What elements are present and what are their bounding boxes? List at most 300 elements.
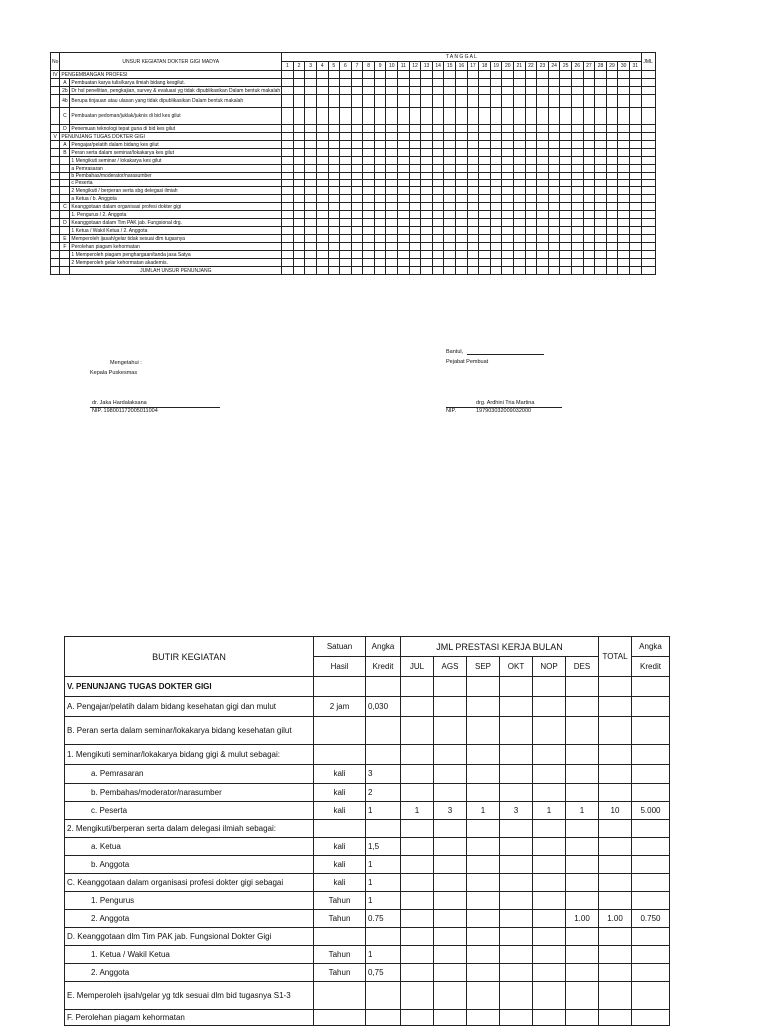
total-cell[interactable] (599, 765, 632, 784)
day-cell[interactable] (328, 187, 340, 195)
day-cell[interactable] (328, 71, 340, 79)
day-cell[interactable] (340, 125, 352, 133)
day-cell[interactable] (340, 235, 352, 243)
day-cell[interactable] (618, 267, 630, 275)
day-cell[interactable] (363, 219, 375, 227)
day-cell[interactable] (537, 243, 549, 251)
day-cell[interactable] (340, 95, 352, 108)
day-cell[interactable] (595, 141, 607, 149)
day-cell[interactable] (398, 259, 410, 267)
day-cell[interactable] (398, 95, 410, 108)
month-value-cell[interactable] (566, 1010, 599, 1026)
day-cell[interactable] (618, 180, 630, 187)
day-cell[interactable] (351, 165, 363, 173)
day-cell[interactable] (398, 125, 410, 133)
day-cell[interactable] (490, 227, 502, 235)
day-cell[interactable] (456, 203, 468, 211)
month-value-cell[interactable] (467, 1010, 500, 1026)
month-value-cell[interactable] (401, 874, 434, 892)
day-cell[interactable] (305, 165, 317, 173)
day-cell[interactable] (316, 149, 328, 157)
day-cell[interactable] (363, 79, 375, 87)
day-cell[interactable] (305, 187, 317, 195)
day-cell[interactable] (282, 133, 294, 141)
day-cell[interactable] (514, 180, 526, 187)
angka-kredit-cell[interactable] (632, 892, 670, 910)
month-value-cell[interactable] (467, 892, 500, 910)
day-cell[interactable] (421, 195, 433, 203)
day-cell[interactable] (432, 227, 444, 235)
month-value-cell[interactable] (500, 910, 533, 928)
day-cell[interactable] (409, 141, 421, 149)
day-cell[interactable] (351, 267, 363, 275)
month-value-cell[interactable]: 1 (401, 802, 434, 820)
month-value-cell[interactable] (434, 892, 467, 910)
day-cell[interactable] (293, 165, 305, 173)
day-cell[interactable] (432, 133, 444, 141)
day-cell[interactable] (548, 219, 560, 227)
day-cell[interactable] (583, 259, 595, 267)
day-cell[interactable] (432, 180, 444, 187)
month-value-cell[interactable] (533, 677, 566, 697)
day-cell[interactable] (456, 79, 468, 87)
month-value-cell[interactable] (533, 1010, 566, 1026)
day-cell[interactable] (629, 203, 641, 211)
day-cell[interactable] (444, 227, 456, 235)
day-cell[interactable] (514, 195, 526, 203)
day-cell[interactable] (548, 180, 560, 187)
day-cell[interactable] (467, 227, 479, 235)
day-cell[interactable] (571, 243, 583, 251)
day-cell[interactable] (374, 180, 386, 187)
day-cell[interactable] (409, 235, 421, 243)
day-cell[interactable] (444, 149, 456, 157)
day-cell[interactable] (490, 203, 502, 211)
day-cell[interactable] (328, 227, 340, 235)
day-cell[interactable] (525, 108, 537, 125)
day-cell[interactable] (571, 187, 583, 195)
day-cell[interactable] (467, 243, 479, 251)
day-cell[interactable] (618, 79, 630, 87)
day-cell[interactable] (467, 157, 479, 165)
day-cell[interactable] (444, 141, 456, 149)
angka-kredit-cell[interactable] (632, 697, 670, 717)
day-cell[interactable] (305, 149, 317, 157)
day-cell[interactable] (398, 149, 410, 157)
angka-kredit-cell[interactable] (632, 820, 670, 838)
day-cell[interactable] (595, 243, 607, 251)
day-cell[interactable] (618, 71, 630, 79)
day-cell[interactable] (583, 157, 595, 165)
day-cell[interactable] (340, 71, 352, 79)
day-cell[interactable] (432, 195, 444, 203)
day-cell[interactable] (456, 227, 468, 235)
day-cell[interactable] (583, 187, 595, 195)
day-cell[interactable] (525, 133, 537, 141)
day-cell[interactable] (340, 219, 352, 227)
day-cell[interactable] (293, 149, 305, 157)
day-cell[interactable] (571, 157, 583, 165)
day-cell[interactable] (537, 219, 549, 227)
day-cell[interactable] (386, 125, 398, 133)
day-cell[interactable] (363, 149, 375, 157)
month-value-cell[interactable] (434, 784, 467, 802)
day-cell[interactable] (340, 195, 352, 203)
day-cell[interactable] (502, 95, 514, 108)
day-cell[interactable] (618, 203, 630, 211)
day-cell[interactable] (618, 251, 630, 259)
day-cell[interactable] (316, 95, 328, 108)
month-value-cell[interactable] (566, 928, 599, 946)
day-cell[interactable] (432, 125, 444, 133)
day-cell[interactable] (293, 203, 305, 211)
jml-cell[interactable] (641, 203, 655, 211)
angka-kredit-cell[interactable] (632, 838, 670, 856)
day-cell[interactable] (316, 125, 328, 133)
month-value-cell[interactable] (467, 946, 500, 964)
day-cell[interactable] (514, 133, 526, 141)
day-cell[interactable] (479, 235, 491, 243)
day-cell[interactable] (548, 173, 560, 180)
day-cell[interactable] (328, 243, 340, 251)
day-cell[interactable] (479, 187, 491, 195)
day-cell[interactable] (305, 87, 317, 95)
day-cell[interactable] (629, 219, 641, 227)
day-cell[interactable] (432, 267, 444, 275)
day-cell[interactable] (328, 95, 340, 108)
day-cell[interactable] (514, 125, 526, 133)
day-cell[interactable] (432, 157, 444, 165)
day-cell[interactable] (537, 180, 549, 187)
day-cell[interactable] (467, 219, 479, 227)
day-cell[interactable] (293, 211, 305, 219)
day-cell[interactable] (386, 235, 398, 243)
day-cell[interactable] (421, 243, 433, 251)
day-cell[interactable] (629, 267, 641, 275)
day-cell[interactable] (351, 219, 363, 227)
day-cell[interactable] (490, 95, 502, 108)
day-cell[interactable] (467, 108, 479, 125)
day-cell[interactable] (293, 219, 305, 227)
day-cell[interactable] (502, 235, 514, 243)
day-cell[interactable] (537, 141, 549, 149)
day-cell[interactable] (502, 173, 514, 180)
day-cell[interactable] (398, 267, 410, 275)
day-cell[interactable] (560, 259, 572, 267)
day-cell[interactable] (374, 157, 386, 165)
month-value-cell[interactable] (401, 910, 434, 928)
day-cell[interactable] (386, 211, 398, 219)
jml-cell[interactable] (641, 187, 655, 195)
day-cell[interactable] (571, 108, 583, 125)
day-cell[interactable] (490, 149, 502, 157)
day-cell[interactable] (583, 173, 595, 180)
total-cell[interactable] (599, 717, 632, 745)
day-cell[interactable] (282, 180, 294, 187)
day-cell[interactable] (305, 203, 317, 211)
month-value-cell[interactable] (467, 677, 500, 697)
month-value-cell[interactable] (401, 745, 434, 765)
day-cell[interactable] (467, 125, 479, 133)
day-cell[interactable] (398, 133, 410, 141)
day-cell[interactable] (490, 173, 502, 180)
day-cell[interactable] (618, 243, 630, 251)
day-cell[interactable] (514, 173, 526, 180)
day-cell[interactable] (595, 251, 607, 259)
day-cell[interactable] (490, 157, 502, 165)
day-cell[interactable] (432, 203, 444, 211)
day-cell[interactable] (398, 141, 410, 149)
day-cell[interactable] (293, 180, 305, 187)
day-cell[interactable] (606, 267, 618, 275)
day-cell[interactable] (583, 195, 595, 203)
day-cell[interactable] (386, 180, 398, 187)
month-value-cell[interactable] (467, 856, 500, 874)
angka-kredit-cell[interactable] (632, 1010, 670, 1026)
day-cell[interactable] (444, 203, 456, 211)
day-cell[interactable] (629, 71, 641, 79)
day-cell[interactable] (456, 157, 468, 165)
day-cell[interactable] (340, 227, 352, 235)
day-cell[interactable] (363, 173, 375, 180)
day-cell[interactable] (606, 79, 618, 87)
day-cell[interactable] (351, 125, 363, 133)
day-cell[interactable] (456, 87, 468, 95)
day-cell[interactable] (560, 180, 572, 187)
day-cell[interactable] (363, 165, 375, 173)
day-cell[interactable] (502, 180, 514, 187)
day-cell[interactable] (595, 259, 607, 267)
day-cell[interactable] (444, 125, 456, 133)
day-cell[interactable] (629, 87, 641, 95)
day-cell[interactable] (340, 133, 352, 141)
day-cell[interactable] (548, 95, 560, 108)
day-cell[interactable] (456, 267, 468, 275)
day-cell[interactable] (432, 173, 444, 180)
month-value-cell[interactable] (434, 820, 467, 838)
day-cell[interactable] (305, 267, 317, 275)
day-cell[interactable] (595, 203, 607, 211)
angka-kredit-cell[interactable] (632, 765, 670, 784)
angka-kredit-cell[interactable] (632, 745, 670, 765)
day-cell[interactable] (595, 180, 607, 187)
day-cell[interactable] (386, 133, 398, 141)
day-cell[interactable] (606, 108, 618, 125)
day-cell[interactable] (514, 235, 526, 243)
day-cell[interactable] (629, 79, 641, 87)
day-cell[interactable] (606, 187, 618, 195)
day-cell[interactable] (316, 211, 328, 219)
total-cell[interactable] (599, 697, 632, 717)
day-cell[interactable] (583, 180, 595, 187)
day-cell[interactable] (479, 219, 491, 227)
day-cell[interactable] (595, 267, 607, 275)
month-value-cell[interactable] (500, 892, 533, 910)
day-cell[interactable] (340, 141, 352, 149)
month-value-cell[interactable] (401, 784, 434, 802)
day-cell[interactable] (351, 87, 363, 95)
day-cell[interactable] (467, 235, 479, 243)
day-cell[interactable] (386, 71, 398, 79)
day-cell[interactable] (432, 235, 444, 243)
day-cell[interactable] (456, 235, 468, 243)
day-cell[interactable] (282, 251, 294, 259)
month-value-cell[interactable]: 1.00 (566, 910, 599, 928)
day-cell[interactable] (386, 165, 398, 173)
day-cell[interactable] (514, 211, 526, 219)
month-value-cell[interactable] (533, 946, 566, 964)
day-cell[interactable] (316, 243, 328, 251)
day-cell[interactable] (456, 187, 468, 195)
day-cell[interactable] (560, 243, 572, 251)
day-cell[interactable] (421, 173, 433, 180)
day-cell[interactable] (490, 79, 502, 87)
day-cell[interactable] (409, 157, 421, 165)
day-cell[interactable] (351, 251, 363, 259)
day-cell[interactable] (560, 251, 572, 259)
day-cell[interactable] (583, 108, 595, 125)
day-cell[interactable] (386, 203, 398, 211)
month-value-cell[interactable] (533, 910, 566, 928)
day-cell[interactable] (514, 71, 526, 79)
jml-cell[interactable] (641, 267, 655, 275)
day-cell[interactable] (490, 235, 502, 243)
day-cell[interactable] (328, 259, 340, 267)
day-cell[interactable] (467, 187, 479, 195)
day-cell[interactable] (629, 235, 641, 243)
day-cell[interactable] (560, 165, 572, 173)
day-cell[interactable] (467, 211, 479, 219)
day-cell[interactable] (479, 259, 491, 267)
angka-kredit-cell[interactable] (632, 856, 670, 874)
day-cell[interactable] (560, 173, 572, 180)
day-cell[interactable] (571, 79, 583, 87)
day-cell[interactable] (606, 125, 618, 133)
day-cell[interactable] (386, 243, 398, 251)
day-cell[interactable] (548, 259, 560, 267)
day-cell[interactable] (629, 141, 641, 149)
day-cell[interactable] (282, 165, 294, 173)
day-cell[interactable] (398, 203, 410, 211)
day-cell[interactable] (398, 165, 410, 173)
month-value-cell[interactable] (434, 964, 467, 982)
day-cell[interactable] (386, 251, 398, 259)
day-cell[interactable] (398, 195, 410, 203)
day-cell[interactable] (467, 149, 479, 157)
day-cell[interactable] (305, 125, 317, 133)
day-cell[interactable] (583, 227, 595, 235)
day-cell[interactable] (456, 251, 468, 259)
day-cell[interactable] (629, 108, 641, 125)
month-value-cell[interactable] (434, 745, 467, 765)
day-cell[interactable] (456, 211, 468, 219)
day-cell[interactable] (282, 149, 294, 157)
day-cell[interactable] (444, 79, 456, 87)
day-cell[interactable] (444, 95, 456, 108)
day-cell[interactable] (305, 173, 317, 180)
day-cell[interactable] (560, 267, 572, 275)
day-cell[interactable] (293, 157, 305, 165)
day-cell[interactable] (514, 95, 526, 108)
day-cell[interactable] (316, 227, 328, 235)
day-cell[interactable] (374, 195, 386, 203)
day-cell[interactable] (386, 173, 398, 180)
day-cell[interactable] (595, 79, 607, 87)
day-cell[interactable] (560, 71, 572, 79)
day-cell[interactable] (363, 71, 375, 79)
day-cell[interactable] (421, 227, 433, 235)
day-cell[interactable] (467, 95, 479, 108)
day-cell[interactable] (537, 71, 549, 79)
jml-cell[interactable] (641, 125, 655, 133)
day-cell[interactable] (456, 108, 468, 125)
day-cell[interactable] (502, 267, 514, 275)
day-cell[interactable] (467, 133, 479, 141)
day-cell[interactable] (421, 235, 433, 243)
day-cell[interactable] (548, 211, 560, 219)
month-value-cell[interactable]: 3 (500, 802, 533, 820)
day-cell[interactable] (606, 71, 618, 79)
day-cell[interactable] (316, 71, 328, 79)
day-cell[interactable] (351, 180, 363, 187)
day-cell[interactable] (305, 157, 317, 165)
day-cell[interactable] (398, 219, 410, 227)
day-cell[interactable] (456, 71, 468, 79)
day-cell[interactable] (606, 259, 618, 267)
month-value-cell[interactable] (566, 677, 599, 697)
day-cell[interactable] (421, 87, 433, 95)
day-cell[interactable] (374, 173, 386, 180)
day-cell[interactable] (502, 227, 514, 235)
day-cell[interactable] (560, 141, 572, 149)
day-cell[interactable] (293, 95, 305, 108)
day-cell[interactable] (490, 87, 502, 95)
day-cell[interactable] (467, 251, 479, 259)
day-cell[interactable] (606, 87, 618, 95)
month-value-cell[interactable] (434, 946, 467, 964)
day-cell[interactable] (374, 227, 386, 235)
day-cell[interactable] (444, 71, 456, 79)
day-cell[interactable] (421, 251, 433, 259)
day-cell[interactable] (421, 141, 433, 149)
day-cell[interactable] (467, 87, 479, 95)
month-value-cell[interactable] (566, 982, 599, 1010)
day-cell[interactable] (514, 149, 526, 157)
day-cell[interactable] (340, 187, 352, 195)
day-cell[interactable] (351, 211, 363, 219)
jml-cell[interactable] (641, 95, 655, 108)
day-cell[interactable] (537, 251, 549, 259)
total-cell[interactable] (599, 1010, 632, 1026)
day-cell[interactable] (467, 165, 479, 173)
day-cell[interactable] (456, 195, 468, 203)
day-cell[interactable] (328, 157, 340, 165)
day-cell[interactable] (409, 165, 421, 173)
day-cell[interactable] (316, 267, 328, 275)
day-cell[interactable] (316, 235, 328, 243)
day-cell[interactable] (316, 259, 328, 267)
day-cell[interactable] (316, 187, 328, 195)
day-cell[interactable] (456, 133, 468, 141)
day-cell[interactable] (514, 267, 526, 275)
day-cell[interactable] (629, 195, 641, 203)
month-value-cell[interactable]: 1 (467, 802, 500, 820)
day-cell[interactable] (398, 243, 410, 251)
month-value-cell[interactable] (467, 838, 500, 856)
month-value-cell[interactable] (500, 717, 533, 745)
day-cell[interactable] (490, 259, 502, 267)
day-cell[interactable] (316, 219, 328, 227)
